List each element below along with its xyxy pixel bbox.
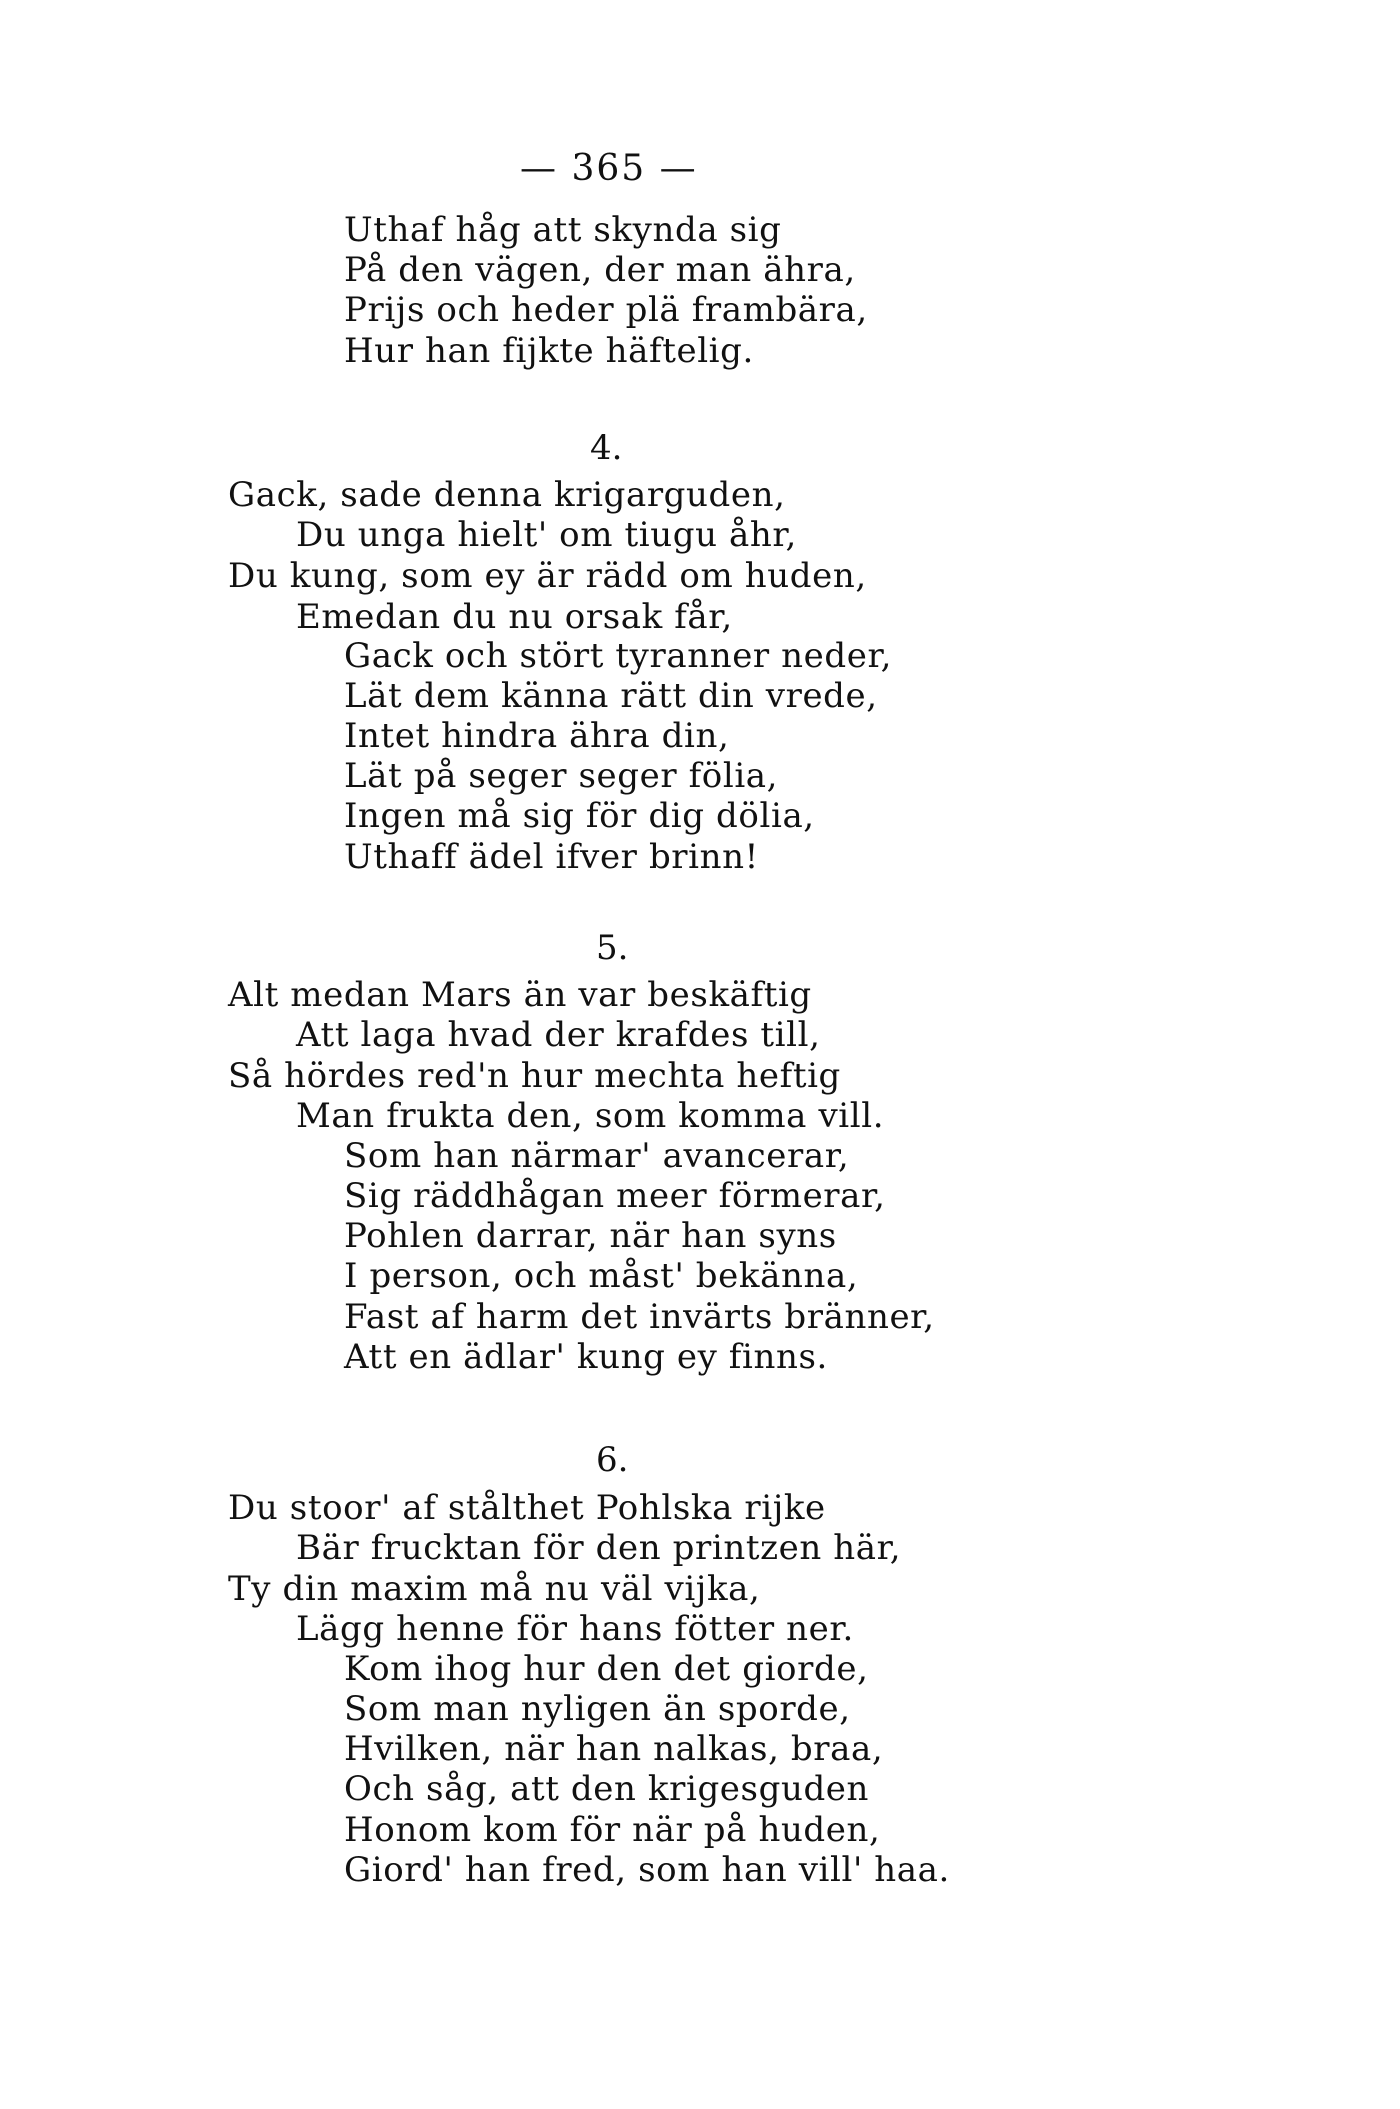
verse-line: Emedan du nu orsak får, <box>296 597 733 637</box>
verse-line: Lät på seger seger fölia, <box>344 756 779 796</box>
verse-line: Du unga hielt' om tiugu åhr, <box>296 515 797 555</box>
verse-line: Bär frucktan för den printzen här, <box>296 1528 902 1568</box>
verse-line: Du kung, som ey är rädd om huden, <box>228 556 867 596</box>
page-number: — 365 — <box>520 148 698 189</box>
verse-line: Lät dem känna rätt din vrede, <box>344 676 878 716</box>
verse-line: Man frukta den, som komma vill. <box>296 1096 885 1136</box>
verse-line: Ingen må sig för dig dölia, <box>344 796 815 836</box>
stanza-number: 4. <box>590 428 623 468</box>
verse-line: På den vägen, der man ährа, <box>344 250 856 290</box>
verse-line: Alt medan Mars än var beskäftig <box>228 975 812 1015</box>
verse-line: Att en ädlar' kung ey finns. <box>344 1337 828 1377</box>
stanza-number: 6. <box>596 1440 629 1480</box>
stanza-number: 5. <box>596 928 629 968</box>
verse-line: Att laga hvad der krafdes till, <box>296 1015 821 1055</box>
verse-line: Så hördes red'n hur mechta heftig <box>228 1056 841 1096</box>
verse-line: Du stoor' af stålthet Pohlska rijke <box>228 1488 826 1528</box>
verse-line: Som man nyligen än sporde, <box>344 1689 851 1729</box>
verse-line: Prijs och heder plä frambära, <box>344 290 868 330</box>
verse-line: Fast af harm det invärts bränner, <box>344 1297 935 1337</box>
verse-line: Giord' han fred, som han vill' haa. <box>344 1850 950 1890</box>
verse-line: Hvilken, när han nalkas, braa, <box>344 1729 884 1769</box>
verse-line: I person, och måst' bekänna, <box>344 1256 859 1296</box>
verse-line: Uthaf håg att skynda sig <box>344 210 782 250</box>
verse-line: Kom ihog hur den det giorde, <box>344 1649 869 1689</box>
verse-line: Hur han fijkte häftelig. <box>344 331 754 371</box>
verse-line: Som han närmar' avancerar, <box>344 1136 850 1176</box>
verse-line: Gack och stört tyranner neder, <box>344 636 893 676</box>
verse-line: Gack, sade denna krigarguden, <box>228 475 786 515</box>
verse-line: Ty din maxim må nu väl vijka, <box>228 1569 761 1609</box>
verse-line: Intet hindra ähra din, <box>344 716 730 756</box>
verse-line: Pohlen darrar, när han syns <box>344 1216 837 1256</box>
verse-line: Honom kom för när på huden, <box>344 1810 881 1850</box>
verse-line: Och såg, att den krigesguden <box>344 1769 870 1809</box>
verse-line: Sig räddhågan meer förmerar, <box>344 1176 886 1216</box>
verse-line: Lägg henne för hans fötter ner. <box>296 1609 854 1649</box>
verse-line: Uthaff ädel ifver brinn! <box>344 837 759 877</box>
